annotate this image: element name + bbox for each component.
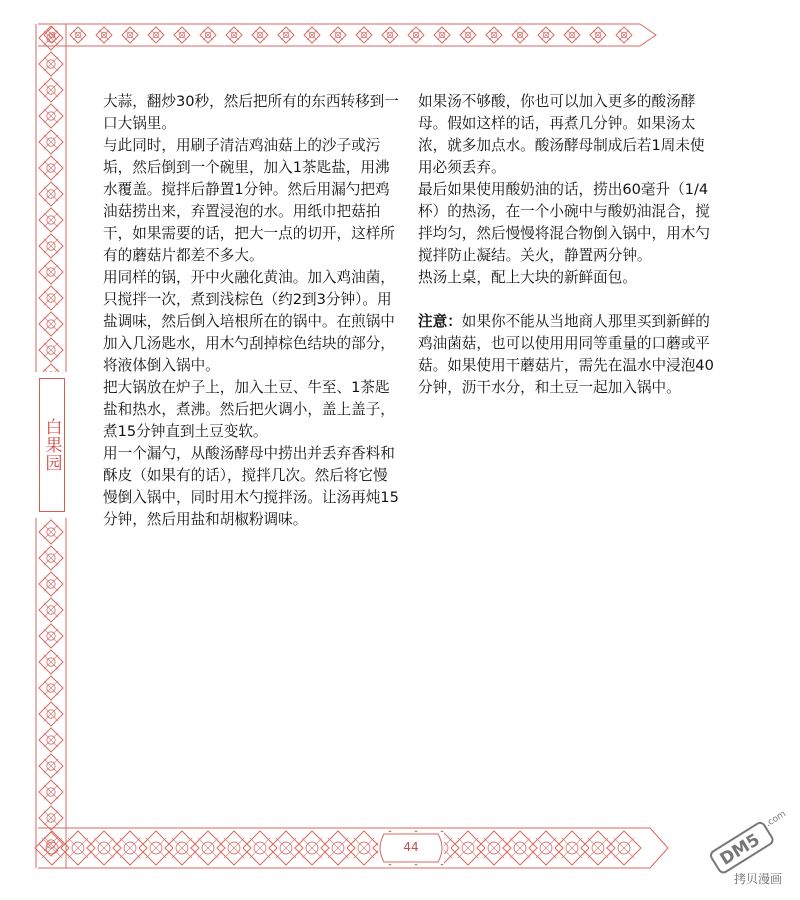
paragraph: 把大锅放在炉子上，加入土豆、牛至、1茶匙盐和热水，煮沸。然后把火调小，盖上盖子，煮15分钟直到土豆变软。 xyxy=(103,379,395,440)
section-tab xyxy=(34,372,70,518)
section-tab-frame xyxy=(39,378,65,512)
paragraph: 与此同时，用刷子清洁鸡油菇上的沙子或污垢，然后倒到一个碗里，加入1茶匙盐，用沸水覆盖。搅拌后静置1分钟。然后用漏勺把鸡油菇捞出来，弃置浸泡的水。用纸巾把菇拍干，如果需要的话，把大一点的切开，这样所有的蘑菇片都差不多大。 xyxy=(103,137,395,264)
paragraph: 用一个漏勺，从酸汤酵母中捞出并丢弃香料和酥皮（如果有的话），搅拌几次。然后将它慢慢倒入锅中，同时用木勺搅拌汤。让汤再炖15分钟，然后用盐和胡椒粉调味。 xyxy=(103,445,399,528)
watermark-site-name: 拷贝漫画 xyxy=(733,872,782,886)
bottom-border-ornament xyxy=(35,828,668,868)
watermark-domain: .com xyxy=(763,809,788,830)
paragraph: 大蒜，翻炒30秒，然后把所有的东西转移到一口大锅里。 xyxy=(103,93,399,132)
watermark-logo: DM5 xyxy=(716,830,764,870)
paragraph: 最后如果使用酸奶油的话，捞出60毫升（1/4杯）的热汤，在一个小碗中与酸奶油混合，搅拌均匀，然后慢慢将混合物倒入锅中，用木勺搅拌防止凝结。关火，静置两分钟。 xyxy=(418,181,710,264)
note-text: 如果你不能从当地商人那里买到新鲜的鸡油菌菇，也可以使用用同等重量的口蘑或平菇。如果使用干蘑菇片，需先在温水中浸泡40分钟，沥干水分，和土豆一起加入锅中。 xyxy=(418,313,714,396)
dm5-logo-icon xyxy=(700,805,792,875)
note-label: 注意： xyxy=(418,313,462,330)
page-number: 44 xyxy=(391,840,431,854)
top-border-ornament xyxy=(38,24,656,46)
paragraph: 用同样的锅，开中火融化黄油。加入鸡油菌，只搅拌一次，煮到浅棕色（约2到3分钟）。用盐调味，然后倒入培根所在的锅中。在煎锅中加入几汤匙水，用木勺刮掉棕色结块的部分，将液体倒入锅中。 xyxy=(103,269,395,374)
left-text-column xyxy=(103,91,400,531)
section-label: 白果园 xyxy=(41,418,62,472)
paragraph: 热汤上桌，配上大块的新鲜面包。 xyxy=(418,269,637,286)
spacer xyxy=(418,289,716,311)
right-text-column xyxy=(418,91,716,399)
paragraph: 如果汤不够酸，你也可以加入更多的酸汤酵母。假如这样的话，再煮几分钟。如果汤太浓，就多加点水。酸汤酵母制成后若1周未使用必须丢弃。 xyxy=(418,93,705,176)
note-paragraph xyxy=(418,311,716,399)
site-watermark xyxy=(700,805,792,895)
